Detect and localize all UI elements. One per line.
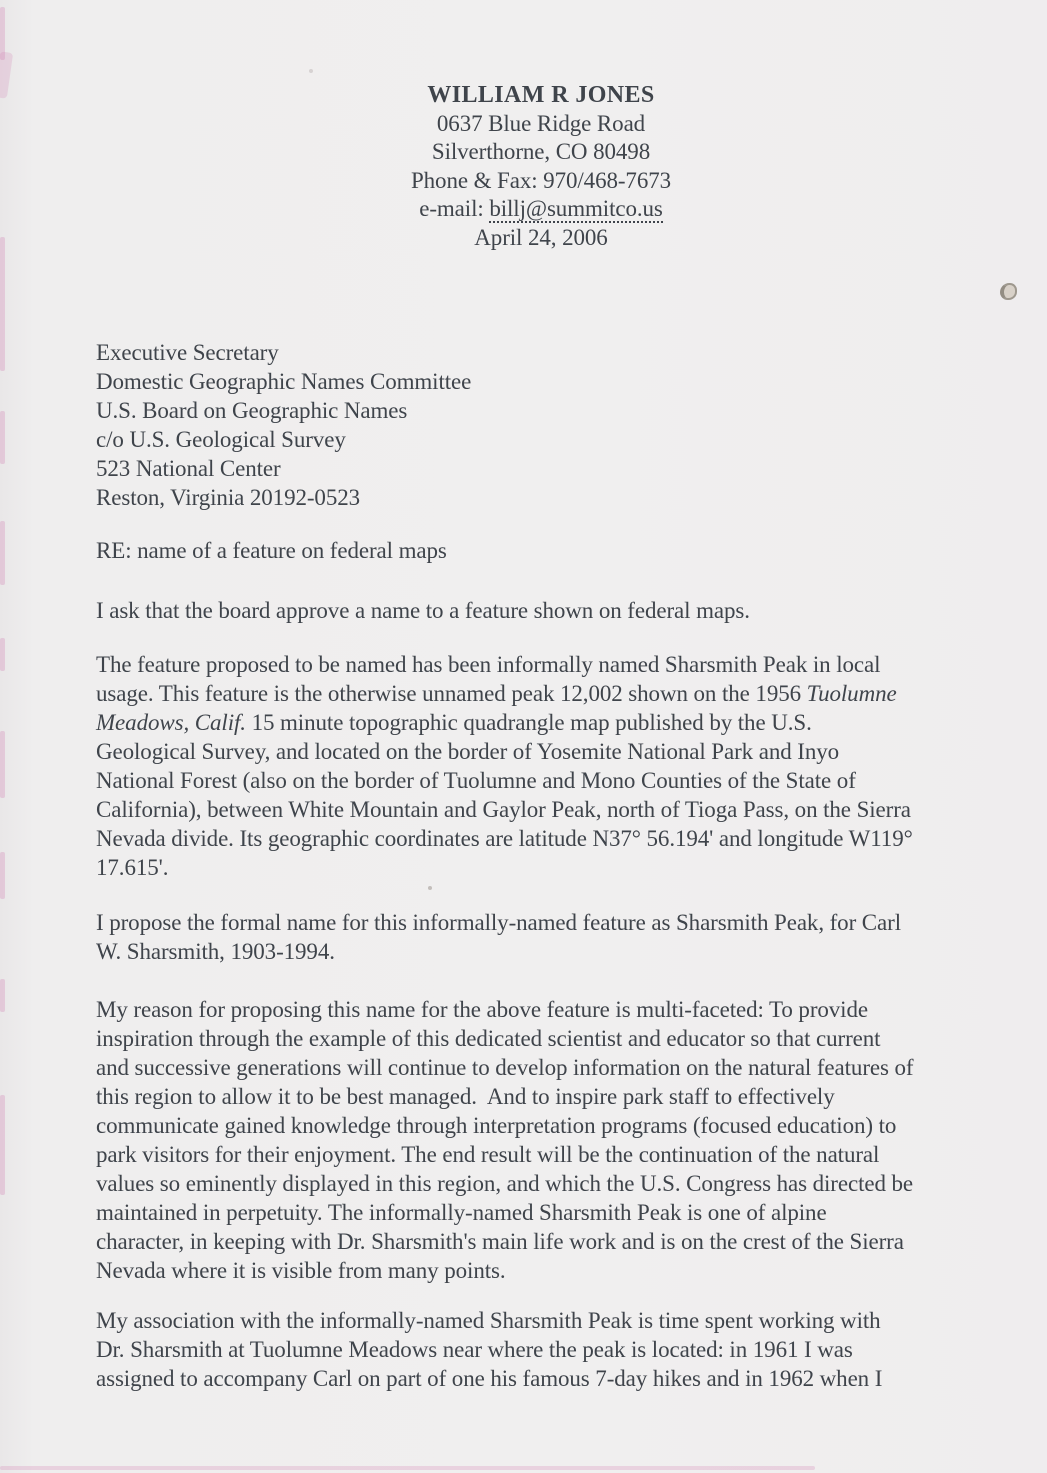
text-line: Geological Survey, and located on the border of Yosemite National Park and Inyo [96, 739, 840, 764]
text-line: My association with the informally-named Sharsmith Peak is time spent working with [96, 1308, 881, 1333]
subject-line: RE: name of a feature on federal maps [96, 538, 447, 563]
text-line: communicate gained knowledge through interpretation programs (focused education) to [96, 1113, 897, 1138]
text-line: My reason for proposing this name for the above feature is multi-faceted: To provide [96, 997, 868, 1022]
text-line: this region to allow it to be best managed. And to inspire park staff to effectively [96, 1084, 835, 1109]
text-line: Meadows, Calif. 15 minute topographic quadrangle map published by the U.S. [96, 710, 812, 735]
recipient-line: Executive Secretary [96, 340, 279, 365]
text-line: Nevada where it is visible from many points. [96, 1258, 506, 1283]
recipient-line: c/o U.S. Geological Survey [96, 427, 346, 452]
paragraph [96, 1306, 1016, 1393]
text-line: Dr. Sharsmith at Tuolumne Meadows near where the peak is located: in 1961 I was [96, 1337, 853, 1362]
text-line: usage. This feature is the otherwise unnamed peak 12,002 shown on the 1956 Tuolumne [96, 681, 897, 706]
text-line: W. Sharsmith, 1903-1994. [96, 939, 335, 964]
text-line: assigned to accompany Carl on part of one his famous 7-day hikes and in 1962 when I [96, 1366, 883, 1391]
email-address: billj@summitco.us [489, 196, 663, 222]
sender-name: WILLIAM R JONES [427, 82, 655, 108]
paragraph [96, 908, 1016, 966]
text-line: and successive generations will continue to develop information on the natural features of [96, 1055, 914, 1080]
sender-phone-line: Phone & Fax: 970/468-7673 [410, 167, 672, 193]
text-line: I ask that the board approve a name to a feature shown on federal maps. [96, 598, 750, 623]
text-line: National Forest (also on the border of Tuolumne and Mono Counties of the State of [96, 768, 856, 793]
text-line: 17.615'. [96, 855, 169, 880]
letter-date: April 24, 2006 [474, 224, 608, 250]
recipient-line: Domestic Geographic Names Committee [96, 369, 472, 394]
paragraph [96, 596, 1016, 625]
text-line: California), between White Mountain and Gaylor Peak, north of Tioga Pass, on the Sierra [96, 797, 911, 822]
text-line: I propose the formal name for this informally-named feature as Sharsmith Peak, for Carl [96, 910, 901, 935]
text-line: maintained in perpetuity. The informally-named Sharsmith Peak is one of alpine [96, 1200, 827, 1225]
recipient-line: 523 National Center [96, 456, 281, 481]
recipient-line: U.S. Board on Geographic Names [96, 398, 408, 423]
recipient-line: Reston, Virginia 20192-0523 [96, 485, 361, 510]
text-line: inspiration through the example of this dedicated scientist and educator so that current [96, 1026, 881, 1051]
paragraph [96, 650, 1016, 882]
email-label: e-mail: [419, 196, 490, 222]
sender-address-line: Silverthorne, CO 80498 [431, 139, 651, 165]
sender-address-line: 0637 Blue Ridge Road [436, 110, 646, 136]
paragraph [96, 995, 1016, 1285]
text-line: character, in keeping with Dr. Sharsmith's main life work and is on the crest of the Sierra [96, 1229, 904, 1254]
text-line: values so eminently displayed in this region, and which the U.S. Congress has directed be [96, 1171, 914, 1196]
text-line: Nevada divide. Its geographic coordinates are latitude N37° 56.194' and longitude W119° [96, 826, 913, 851]
text-line: park visitors for their enjoyment. The end result will be the continuation of the natural [96, 1142, 880, 1167]
text-line: The feature proposed to be named has been informally named Sharsmith Peak in local [96, 652, 881, 677]
